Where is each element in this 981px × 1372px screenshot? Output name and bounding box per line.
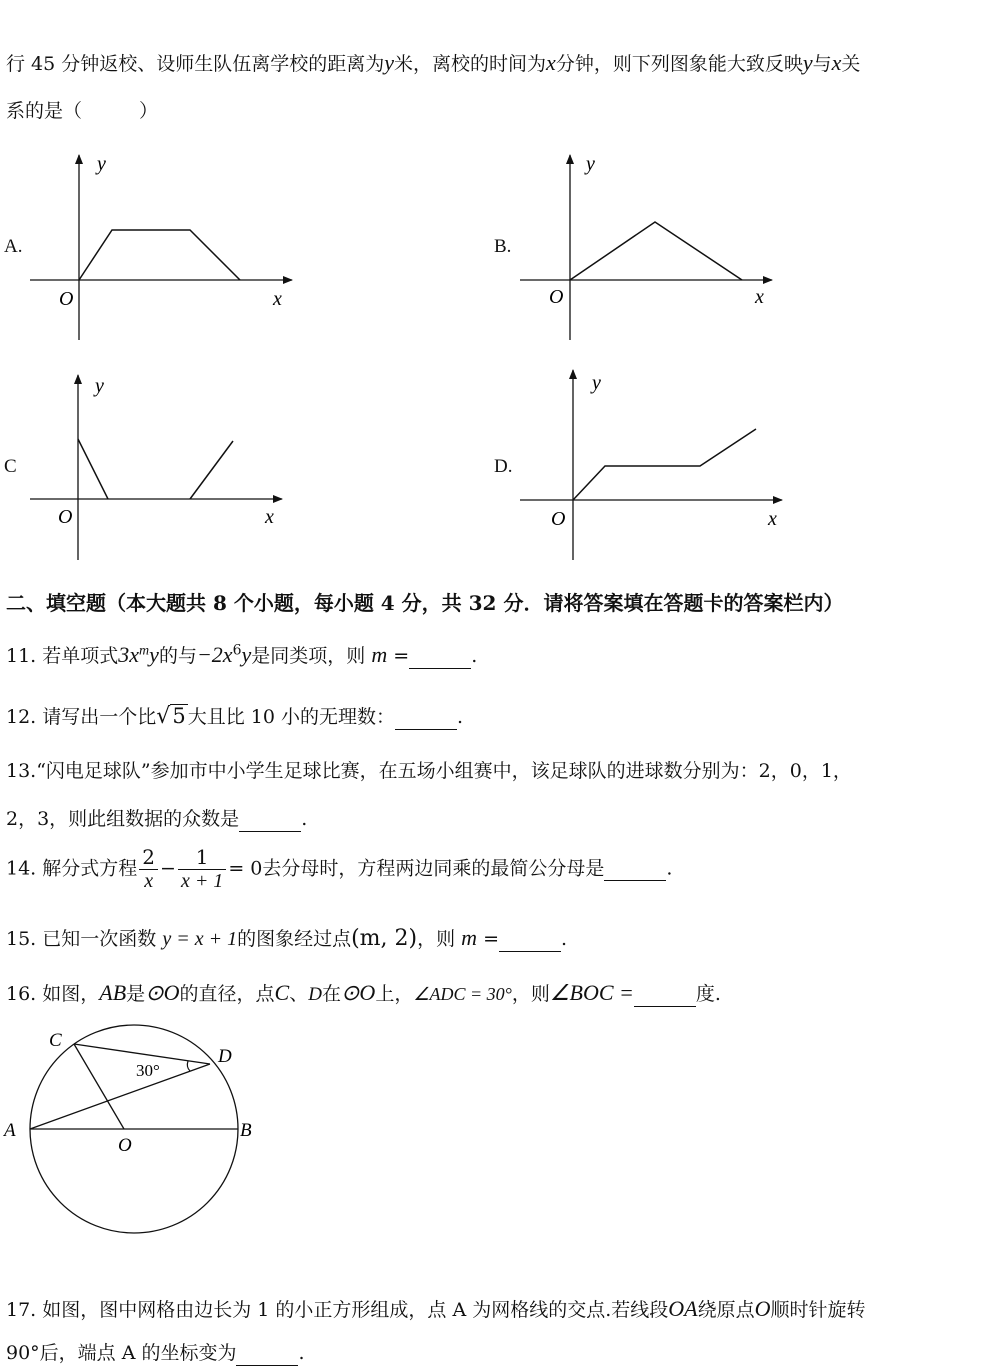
question-15: 15. 已知一次函数 y = x + 1的图象经过点(m, 2)，则 m = . bbox=[6, 925, 568, 951]
question-13-line-1: 13.“闪电足球队”参加市中小学生足球比赛，在五场小组赛中，该足球队的进球数分别为：2，0，1， bbox=[6, 760, 852, 782]
x-axis-label: x bbox=[768, 508, 777, 530]
option-b-label: B. bbox=[494, 236, 512, 257]
y-axis-label: y bbox=[586, 153, 595, 175]
answer-blank-17[interactable] bbox=[236, 1342, 298, 1366]
graph-d bbox=[520, 365, 790, 565]
question-14: 14. 解分式方程 $\frac{2}{x}$ − $\frac{1}{x + 1}$ = 0去分母时，方程两边同乘的最简公分母是 . bbox=[6, 845, 673, 892]
intro-line-2: 系的是（ ） bbox=[6, 100, 159, 122]
question-13-line-2: 2，3，则此组数据的众数是 . bbox=[6, 808, 308, 830]
answer-blank-11[interactable] bbox=[409, 645, 471, 669]
circle-figure bbox=[0, 1020, 270, 1270]
origin-label: O bbox=[58, 506, 73, 528]
label-o: O bbox=[118, 1135, 132, 1156]
sqrt-symbol: √ bbox=[156, 704, 171, 729]
chord-ad bbox=[30, 1064, 210, 1129]
y-axis-label: y bbox=[97, 153, 106, 175]
fraction-2-over-x: $\frac{2}{x}$ bbox=[139, 846, 158, 893]
answer-blank-13[interactable] bbox=[239, 808, 301, 832]
label-b: B bbox=[240, 1120, 252, 1141]
fraction-1-over-x-plus-1: $\frac{1}{x + 1}$ bbox=[178, 846, 226, 893]
origin-label: O bbox=[551, 508, 566, 530]
question-17-line-2: 90°后，端点 A 的坐标变为 . bbox=[6, 1342, 305, 1364]
intro-line-1: 行 45 分钟返校、设师生队伍离学校的距离为y米，离校的时间为x分钟，则下列图象能大致反映y与x关 bbox=[6, 50, 861, 75]
graph-a bbox=[30, 150, 300, 345]
option-d-label: D. bbox=[494, 456, 513, 477]
origin-label: O bbox=[549, 286, 564, 308]
question-16: 16. 如图，AB是⊙O的直径，点C、D在⊙O上，∠ADC = 30°，则∠BOC = 度. bbox=[6, 980, 721, 1005]
origin-label: O bbox=[59, 288, 74, 310]
x-axis-label: x bbox=[265, 506, 274, 528]
answer-blank-12[interactable] bbox=[395, 706, 457, 730]
graph-line bbox=[573, 429, 756, 500]
graph-line-rising bbox=[190, 441, 233, 499]
graph-line bbox=[79, 230, 240, 280]
angle-label: 30° bbox=[136, 1061, 160, 1080]
segment-oc bbox=[74, 1044, 124, 1129]
graph-c bbox=[30, 370, 300, 565]
graph-line-falling bbox=[78, 439, 108, 499]
y-axis-label: y bbox=[592, 372, 601, 394]
answer-blank-14[interactable] bbox=[604, 858, 666, 882]
x-axis-label: x bbox=[273, 288, 282, 310]
graph-line bbox=[570, 222, 742, 280]
label-a: A bbox=[4, 1120, 16, 1141]
question-11: 11. 若单项式$3x^my$的与$-2x^6y$是同类项，则 m = . bbox=[6, 642, 478, 667]
option-a-label: A. bbox=[4, 236, 23, 257]
question-12: 12. 请写出一个比√5 大且比 10 小的无理数： . bbox=[6, 704, 463, 729]
label-c: C bbox=[49, 1030, 62, 1051]
label-d: D bbox=[218, 1046, 232, 1067]
x-axis-label: x bbox=[755, 286, 764, 308]
angle-arc bbox=[187, 1061, 190, 1071]
option-c-label: C bbox=[4, 456, 17, 477]
answer-blank-15[interactable] bbox=[499, 928, 561, 952]
y-axis-label: y bbox=[95, 375, 104, 397]
section-2-heading: 二、填空题（本大题共 8 个小题，每小题 4 分，共 32 分．请将答案填在答题卡的答案栏内） bbox=[6, 591, 844, 615]
graph-b bbox=[520, 150, 780, 345]
question-17-line-1: 17. 如图，图中网格由边长为 1 的小正方形组成，点 A 为网格线的交点.若线段OA绕原点O顺时针旋转 bbox=[6, 1296, 866, 1321]
answer-blank-16[interactable] bbox=[634, 983, 696, 1007]
